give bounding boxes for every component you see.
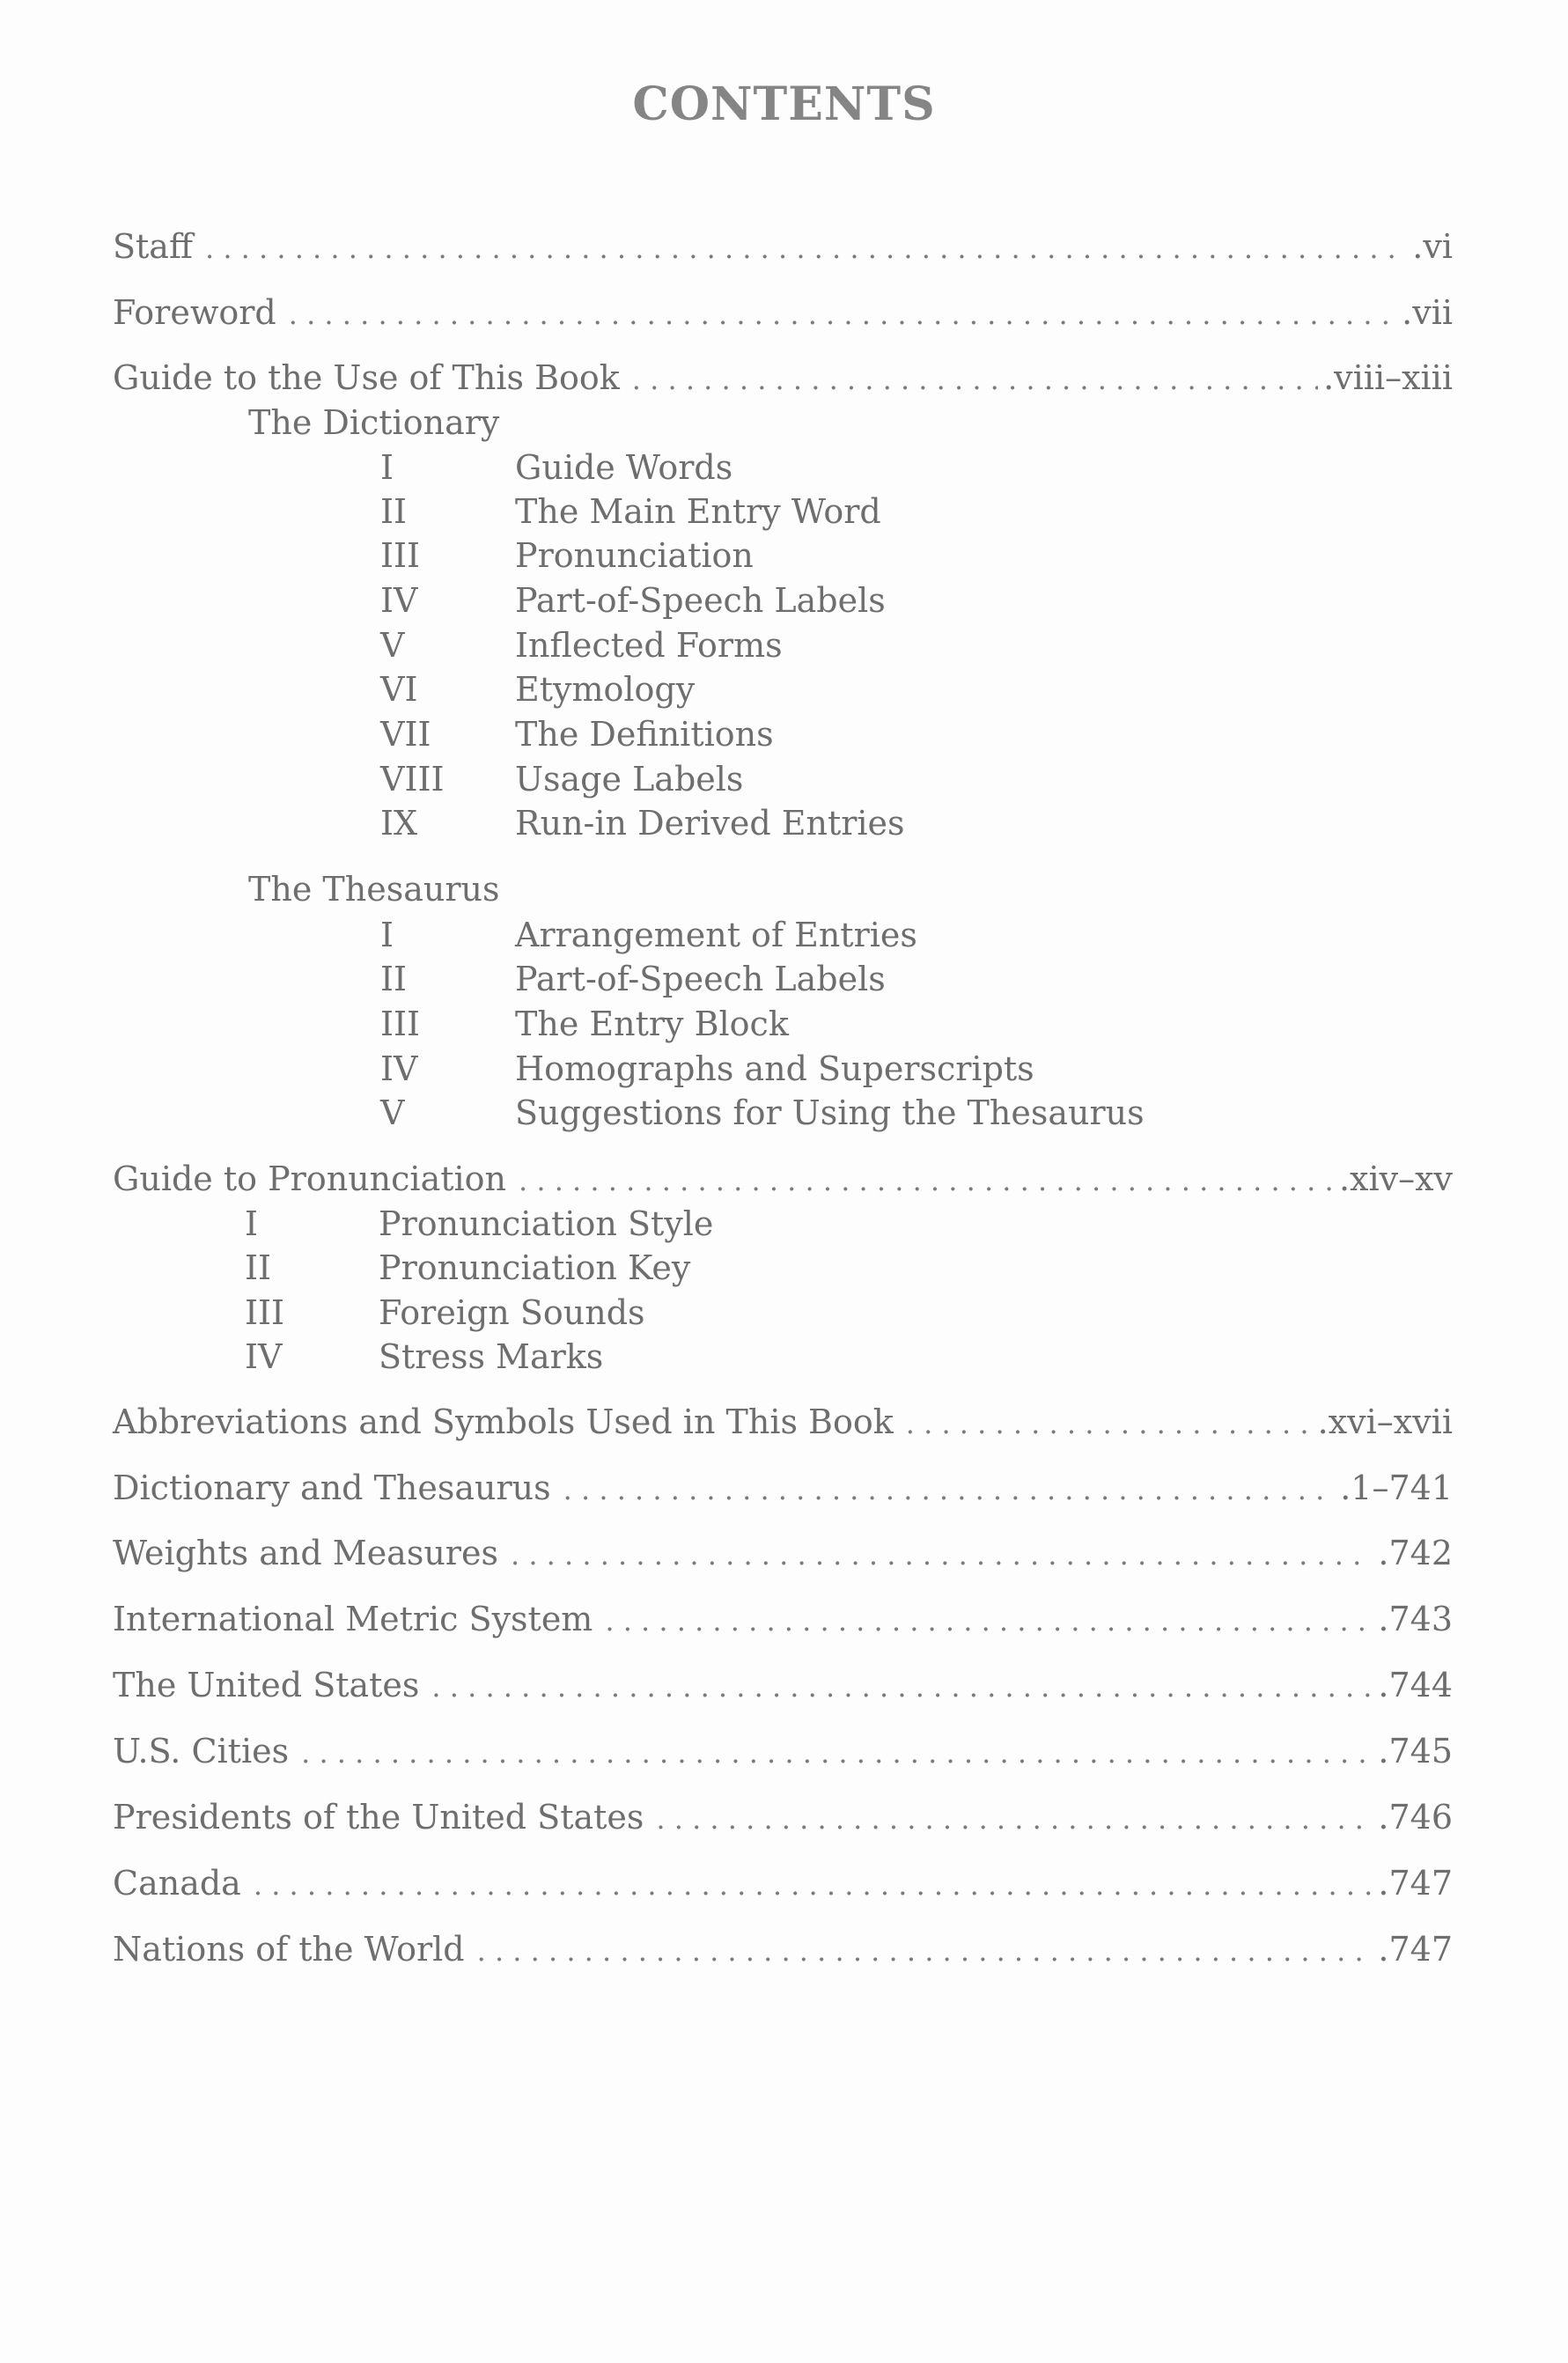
- toc-entry-page: .744: [1378, 1666, 1453, 1704]
- toc-entry-title: Staff: [113, 227, 193, 266]
- toc-entry-title: Dictionary and Thesaurus: [113, 1469, 551, 1507]
- roman-numeral: II: [380, 960, 408, 998]
- toc-entry-canada[interactable]: [113, 1861, 1453, 1905]
- toc-entry-guide-use[interactable]: [113, 356, 1453, 400]
- roman-numeral: VI: [380, 670, 418, 709]
- item-label: Homographs and Superscripts: [515, 1049, 1034, 1088]
- toc-entry-page: .vi: [1412, 227, 1453, 266]
- toc-entry-title: Weights and Measures: [113, 1534, 498, 1572]
- toc-entry-nations-world[interactable]: [113, 1927, 1453, 1971]
- item-label: Run-in Derived Entries: [515, 804, 905, 843]
- toc-entry-page: .742: [1378, 1534, 1453, 1572]
- roman-numeral: III: [380, 536, 421, 575]
- dot-leader: [563, 1468, 1336, 1512]
- toc-entry-presidents[interactable]: [113, 1795, 1453, 1839]
- roman-numeral: III: [245, 1293, 285, 1332]
- roman-numeral: IX: [380, 804, 418, 843]
- dot-leader: [477, 1929, 1373, 1973]
- toc-entry-page: .vii: [1402, 293, 1453, 332]
- dot-leader: [605, 1599, 1373, 1643]
- roman-numeral: IV: [245, 1337, 283, 1376]
- roman-numeral: IV: [380, 1049, 418, 1088]
- toc-entry-abbreviations[interactable]: [113, 1400, 1453, 1444]
- toc-entry-dictionary-thesaurus[interactable]: [113, 1466, 1453, 1510]
- subsection-heading-thesaurus: The Thesaurus: [248, 870, 500, 909]
- item-label: The Definitions: [515, 715, 774, 754]
- toc-entry-title: Canada: [113, 1864, 241, 1903]
- toc-entry-page: .746: [1378, 1798, 1453, 1837]
- toc-entry-page: .747: [1378, 1930, 1453, 1969]
- subsection-heading-dictionary: The Dictionary: [248, 403, 500, 442]
- item-label: Suggestions for Using the Thesaurus: [515, 1093, 1145, 1132]
- toc-entry-us-cities[interactable]: [113, 1729, 1453, 1773]
- item-label: Usage Labels: [515, 760, 744, 799]
- dot-leader: [431, 1665, 1373, 1709]
- toc-entry-title: Abbreviations and Symbols Used in This Book: [113, 1402, 894, 1441]
- toc-entry-page: .743: [1378, 1600, 1453, 1638]
- roman-numeral: I: [245, 1204, 259, 1243]
- roman-numeral: II: [380, 492, 408, 531]
- dot-leader: [254, 1863, 1373, 1907]
- roman-numeral: III: [380, 1005, 421, 1043]
- item-label: Inflected Forms: [515, 626, 783, 665]
- toc-entry-title: U.S. Cities: [113, 1732, 290, 1770]
- toc-entry-page: .xiv–xv: [1338, 1159, 1453, 1198]
- toc-entry-metric-system[interactable]: [113, 1597, 1453, 1641]
- toc-entry-title: Guide to Pronunciation: [113, 1159, 507, 1198]
- toc-entry-title: Foreword: [113, 293, 276, 332]
- item-label: The Entry Block: [515, 1005, 789, 1043]
- roman-numeral: VII: [380, 715, 431, 754]
- toc-entry-title: Presidents of the United States: [113, 1798, 644, 1837]
- toc-entry-title: Guide to the Use of This Book: [113, 358, 620, 397]
- toc-entry-title: Nations of the World: [113, 1930, 465, 1969]
- roman-numeral: V: [380, 626, 405, 665]
- roman-numeral: I: [380, 448, 394, 487]
- item-label: The Main Entry Word: [515, 492, 881, 531]
- toc-entry-title: International Metric System: [113, 1600, 593, 1638]
- toc-entry-united-states[interactable]: [113, 1663, 1453, 1707]
- dot-leader: [289, 292, 1396, 336]
- dot-leader: [656, 1797, 1373, 1841]
- item-label: Stress Marks: [379, 1337, 604, 1376]
- item-label: Foreign Sounds: [379, 1293, 645, 1332]
- toc-entry-page: .xvi–xvii: [1317, 1402, 1453, 1441]
- dot-leader: [906, 1402, 1313, 1446]
- item-label: Pronunciation: [515, 536, 754, 575]
- item-label: Etymology: [515, 670, 696, 709]
- toc-entry-page: .viii–xiii: [1323, 358, 1453, 397]
- roman-numeral: II: [245, 1248, 272, 1287]
- toc-entry-weights-measures[interactable]: [113, 1531, 1453, 1575]
- toc-entry-foreword[interactable]: [113, 291, 1453, 335]
- dot-leader: [301, 1731, 1373, 1775]
- roman-numeral: IV: [380, 581, 418, 620]
- toc-entry-guide-pronunciation[interactable]: [113, 1157, 1453, 1201]
- toc-entry-title: The United States: [113, 1666, 420, 1704]
- item-label: Part-of-Speech Labels: [515, 960, 886, 998]
- page-title: CONTENTS: [632, 77, 936, 131]
- item-label: Arrangement of Entries: [515, 916, 917, 954]
- dot-leader: [511, 1533, 1373, 1577]
- item-label: Part-of-Speech Labels: [515, 581, 886, 620]
- toc-entry-page: .1–741: [1340, 1469, 1453, 1507]
- item-label: Guide Words: [515, 448, 733, 487]
- toc-entry-staff[interactable]: [113, 225, 1453, 269]
- toc-entry-page: .745: [1378, 1732, 1453, 1770]
- dot-leader: [632, 357, 1318, 401]
- roman-numeral: I: [380, 916, 394, 954]
- dot-leader: [519, 1159, 1334, 1203]
- dot-leader: [205, 226, 1407, 270]
- roman-numeral: V: [380, 1093, 405, 1132]
- roman-numeral: VIII: [380, 760, 445, 799]
- item-label: Pronunciation Key: [379, 1248, 691, 1287]
- toc-entry-page: .747: [1378, 1864, 1453, 1903]
- item-label: Pronunciation Style: [379, 1204, 714, 1243]
